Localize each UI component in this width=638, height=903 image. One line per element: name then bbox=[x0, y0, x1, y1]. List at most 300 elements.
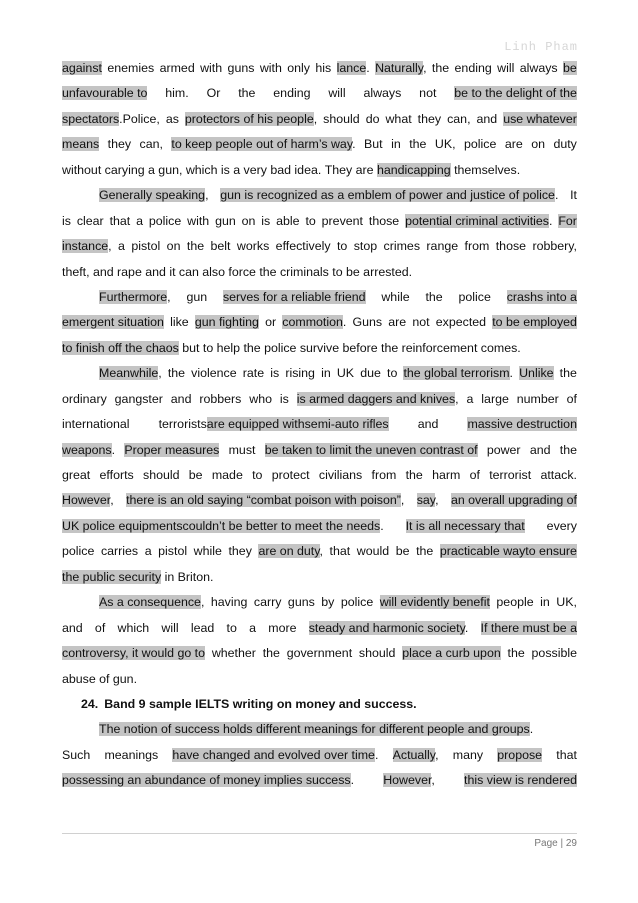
word-text: with bbox=[259, 61, 282, 75]
word-text: gun bbox=[186, 289, 208, 304]
word-text: are bbox=[504, 137, 523, 152]
word-text: is bbox=[270, 366, 280, 381]
word bbox=[189, 463, 203, 488]
punctuation: , bbox=[313, 111, 318, 126]
highlighted-phrase: be bbox=[563, 61, 577, 75]
word-text: number bbox=[516, 391, 559, 406]
heading-number: 24. bbox=[81, 696, 99, 711]
word bbox=[360, 361, 381, 386]
word-text: works bbox=[236, 239, 270, 254]
word bbox=[140, 132, 163, 157]
punctuation: . bbox=[350, 773, 355, 788]
word bbox=[220, 183, 558, 208]
word bbox=[62, 387, 107, 412]
word bbox=[124, 438, 219, 463]
word bbox=[403, 361, 513, 386]
word bbox=[377, 158, 451, 183]
word-text: the bbox=[559, 442, 577, 457]
word-text: survive bbox=[299, 340, 340, 355]
word-text: they bbox=[107, 137, 132, 152]
word bbox=[481, 616, 577, 641]
word bbox=[270, 361, 279, 386]
word bbox=[105, 158, 145, 183]
word-text: the bbox=[431, 61, 450, 75]
word bbox=[77, 209, 104, 234]
word bbox=[505, 132, 523, 157]
word-text: the bbox=[262, 646, 280, 661]
word-text: or bbox=[265, 315, 277, 330]
word-text: It bbox=[570, 188, 577, 203]
word bbox=[165, 81, 188, 106]
word-text: carying bbox=[104, 162, 145, 177]
word bbox=[287, 56, 310, 81]
word bbox=[354, 234, 377, 259]
highlighted-phrase: The notion of success holds different meanings for different people and groups bbox=[99, 722, 530, 737]
text-line bbox=[62, 412, 577, 437]
word bbox=[558, 209, 577, 234]
word-text: is bbox=[279, 391, 289, 406]
highlighted-phrase: massive destruction bbox=[467, 417, 577, 432]
word bbox=[492, 310, 577, 335]
word bbox=[131, 234, 160, 259]
highlighted-phrase: Furthermore bbox=[99, 289, 168, 304]
word-text: of bbox=[99, 671, 110, 686]
word-text: it bbox=[169, 264, 176, 279]
word-text: meanings bbox=[104, 747, 159, 762]
text-line bbox=[62, 463, 577, 488]
word bbox=[432, 56, 449, 81]
word-text: police bbox=[340, 595, 374, 610]
word-text: him. bbox=[165, 86, 189, 101]
highlighted-phrase: have changed and evolved over time bbox=[172, 747, 375, 762]
word-text: reinforcement bbox=[401, 340, 478, 355]
word bbox=[507, 285, 577, 310]
word-text: robbers bbox=[199, 391, 242, 406]
section-heading bbox=[62, 692, 577, 717]
word bbox=[477, 107, 498, 132]
word bbox=[385, 107, 411, 132]
word-text: of bbox=[94, 620, 106, 635]
word bbox=[62, 209, 71, 234]
word bbox=[567, 387, 577, 412]
word bbox=[393, 743, 439, 768]
word bbox=[417, 488, 439, 513]
text-line bbox=[62, 56, 577, 81]
highlighted-phrase: propose bbox=[497, 747, 543, 762]
text-line bbox=[62, 667, 577, 692]
punctuation: , bbox=[205, 188, 209, 203]
word bbox=[487, 438, 521, 463]
word bbox=[159, 412, 389, 437]
highlighted-phrase: couldn’t be better to meet the needs bbox=[182, 518, 381, 533]
word-text: the bbox=[259, 264, 277, 279]
word bbox=[118, 616, 150, 641]
word bbox=[270, 158, 291, 183]
word bbox=[169, 260, 175, 285]
word bbox=[530, 438, 551, 463]
word-text: UK, bbox=[434, 137, 456, 152]
word-text: international bbox=[62, 417, 130, 432]
word-text: of bbox=[566, 391, 577, 406]
highlighted-phrase: gun is recognized as a emblem of power and justice of police bbox=[220, 188, 555, 203]
word bbox=[440, 539, 577, 564]
punctuation: . bbox=[352, 137, 356, 152]
word-text: made bbox=[211, 468, 243, 482]
word bbox=[503, 107, 577, 132]
word bbox=[337, 361, 354, 386]
punctuation: . bbox=[509, 366, 513, 381]
word-text: protect bbox=[271, 468, 310, 482]
word-text: criminals bbox=[279, 264, 329, 279]
word bbox=[252, 463, 262, 488]
word-text: having bbox=[210, 595, 248, 610]
highlighted-phrase: Actually bbox=[392, 747, 436, 762]
word bbox=[227, 616, 237, 641]
word bbox=[337, 56, 370, 81]
word-text: by bbox=[321, 595, 335, 610]
word bbox=[282, 310, 346, 335]
word bbox=[237, 234, 269, 259]
word bbox=[160, 56, 195, 81]
word bbox=[322, 209, 363, 234]
word-text: rate bbox=[242, 366, 265, 381]
highlighted-phrase: emergent situation bbox=[62, 315, 164, 330]
word bbox=[496, 590, 533, 615]
highlighted-phrase: crashs into a bbox=[506, 289, 577, 304]
word bbox=[467, 387, 474, 412]
word bbox=[170, 310, 189, 335]
word-text: guns bbox=[227, 61, 255, 75]
text-line bbox=[62, 590, 577, 615]
word bbox=[258, 539, 323, 564]
word bbox=[228, 260, 256, 285]
highlighted-phrase: However bbox=[383, 773, 432, 788]
word bbox=[62, 336, 179, 361]
word bbox=[110, 209, 131, 234]
word bbox=[143, 463, 180, 488]
author-watermark: Linh Pham bbox=[504, 40, 578, 54]
word bbox=[319, 463, 362, 488]
word-text: a bbox=[118, 239, 125, 254]
word-text: which bbox=[117, 620, 150, 635]
word-text: will bbox=[328, 86, 346, 101]
word-text: in bbox=[321, 366, 331, 381]
word-text: that bbox=[556, 747, 577, 762]
word bbox=[187, 209, 209, 234]
word-text: the bbox=[559, 366, 577, 381]
word-text: be bbox=[395, 544, 410, 559]
word-text: what bbox=[385, 111, 412, 126]
highlighted-phrase: Generally speaking bbox=[99, 188, 206, 203]
punctuation: , bbox=[431, 773, 435, 788]
word bbox=[309, 616, 469, 641]
text-line bbox=[62, 285, 577, 310]
word bbox=[179, 260, 199, 285]
word bbox=[517, 387, 559, 412]
word-text: Guns bbox=[352, 315, 383, 330]
word bbox=[200, 56, 222, 81]
word-text: a bbox=[466, 391, 474, 406]
word-text: police bbox=[463, 137, 497, 152]
word-text: to bbox=[252, 468, 263, 482]
word-text: always bbox=[519, 61, 558, 75]
word bbox=[325, 158, 353, 183]
word-text: will bbox=[497, 61, 515, 75]
word-text: while bbox=[381, 289, 410, 304]
word-text: and bbox=[529, 442, 551, 457]
word bbox=[455, 56, 492, 81]
word-text: the bbox=[381, 340, 399, 355]
word bbox=[508, 641, 525, 666]
text-line bbox=[62, 387, 577, 412]
word bbox=[101, 539, 138, 564]
highlighted-phrase: handicapping bbox=[376, 162, 451, 177]
word-text: a bbox=[233, 162, 241, 177]
highlighted-phrase: be to the delight of the bbox=[454, 86, 577, 101]
word bbox=[62, 514, 384, 539]
word-text: while bbox=[193, 544, 222, 559]
word bbox=[172, 743, 378, 768]
word bbox=[560, 438, 577, 463]
word bbox=[62, 412, 130, 437]
word-text: before bbox=[342, 340, 378, 355]
word-text: carries bbox=[100, 544, 139, 559]
word bbox=[556, 590, 577, 615]
word-text: and bbox=[145, 264, 166, 279]
punctuation: . bbox=[464, 620, 469, 635]
word-text: can, bbox=[139, 137, 163, 152]
word bbox=[288, 590, 315, 615]
word-text: due bbox=[360, 366, 381, 381]
word bbox=[532, 641, 577, 666]
word-text: police bbox=[458, 289, 491, 304]
word bbox=[99, 183, 209, 208]
highlighted-phrase: It is all necessary that bbox=[405, 518, 525, 533]
word-text: a bbox=[148, 162, 155, 177]
word bbox=[364, 132, 383, 157]
word bbox=[300, 336, 339, 361]
word-text: civilians bbox=[318, 468, 363, 482]
word-text: is bbox=[62, 213, 71, 228]
text-line bbox=[62, 234, 577, 259]
word bbox=[171, 387, 192, 412]
word bbox=[243, 361, 264, 386]
word bbox=[540, 463, 577, 488]
word-text: They bbox=[324, 162, 353, 177]
word bbox=[481, 387, 509, 412]
highlighted-phrase: is armed daggers and knives bbox=[296, 391, 456, 406]
word-text: harm bbox=[432, 468, 461, 482]
word bbox=[280, 387, 289, 412]
word-text: rising bbox=[285, 366, 315, 381]
word bbox=[249, 387, 272, 412]
word bbox=[409, 132, 426, 157]
word bbox=[435, 132, 456, 157]
punctuation: . bbox=[529, 722, 534, 737]
word bbox=[99, 361, 162, 386]
highlighted-phrase: there is an old saying “combat poison with poison” bbox=[126, 493, 401, 508]
punctuation: . bbox=[342, 315, 347, 330]
highlighted-phrase: controversy, it would go to bbox=[62, 646, 206, 661]
word-text: attack. bbox=[540, 468, 577, 482]
highlighted-phrase: Naturally bbox=[375, 61, 424, 75]
word bbox=[465, 234, 490, 259]
word-text: prevent bbox=[321, 213, 363, 228]
word bbox=[297, 387, 459, 412]
word bbox=[99, 717, 533, 742]
word bbox=[93, 260, 114, 285]
word bbox=[233, 158, 240, 183]
word bbox=[182, 336, 199, 361]
highlighted-phrase: to be employed bbox=[492, 315, 577, 330]
word bbox=[330, 539, 351, 564]
word bbox=[357, 539, 389, 564]
word bbox=[254, 590, 282, 615]
highlighted-phrase: protectors of his people bbox=[184, 111, 314, 126]
word-text: clear bbox=[76, 213, 104, 228]
word bbox=[285, 361, 315, 386]
punctuation: , bbox=[435, 747, 439, 762]
word-text: without bbox=[62, 162, 102, 177]
word-text: should bbox=[323, 111, 360, 126]
word-text: force bbox=[228, 264, 256, 279]
word bbox=[332, 260, 342, 285]
word bbox=[287, 641, 352, 666]
word-text: ending bbox=[273, 86, 311, 101]
word bbox=[321, 361, 331, 386]
word-text: the bbox=[243, 340, 261, 355]
word bbox=[99, 667, 109, 692]
word-text: more bbox=[268, 620, 297, 635]
word bbox=[186, 285, 207, 310]
word bbox=[388, 310, 406, 335]
punctuation: . bbox=[366, 61, 370, 75]
word bbox=[158, 158, 182, 183]
word-text: but bbox=[182, 340, 200, 355]
word bbox=[186, 158, 218, 183]
word bbox=[62, 158, 101, 183]
word bbox=[406, 463, 423, 488]
word bbox=[342, 336, 377, 361]
highlighted-phrase: say bbox=[416, 493, 436, 508]
word-text: duty bbox=[553, 137, 577, 152]
word bbox=[363, 260, 412, 285]
text-line bbox=[62, 361, 577, 386]
word-text: the bbox=[186, 239, 205, 254]
word bbox=[149, 209, 181, 234]
word-text: help bbox=[216, 340, 241, 355]
highlighted-phrase: are on duty bbox=[258, 544, 320, 559]
word-text: from bbox=[371, 468, 397, 482]
highlighted-phrase: place a curb upon bbox=[402, 646, 501, 661]
word bbox=[195, 310, 259, 335]
word bbox=[496, 234, 526, 259]
word bbox=[62, 132, 99, 157]
word-text: terrorists bbox=[158, 417, 207, 432]
highlighted-phrase: the public security bbox=[62, 569, 162, 584]
word bbox=[62, 463, 90, 488]
word bbox=[158, 539, 187, 564]
page-footer bbox=[62, 833, 577, 849]
word bbox=[453, 743, 483, 768]
word bbox=[363, 81, 401, 106]
punctuation: , bbox=[200, 595, 205, 610]
word-text: to bbox=[202, 340, 214, 355]
word-text: can bbox=[178, 264, 199, 279]
word-text: guns bbox=[287, 595, 315, 610]
word-text: Or bbox=[206, 86, 221, 101]
word bbox=[451, 488, 577, 513]
highlighted-phrase: commotion bbox=[282, 315, 343, 330]
word-text: like bbox=[170, 315, 189, 330]
word bbox=[391, 132, 401, 157]
word-text: effectively bbox=[275, 239, 331, 254]
word-text: Such bbox=[62, 747, 91, 762]
punctuation: , bbox=[400, 493, 405, 508]
word bbox=[454, 158, 520, 183]
word-text: stop bbox=[353, 239, 378, 254]
word-text: able bbox=[276, 213, 300, 228]
word-text: and bbox=[417, 417, 439, 432]
punctuation: , bbox=[319, 544, 323, 559]
word-text: a bbox=[144, 544, 152, 559]
highlighted-phrase: lance bbox=[336, 61, 367, 75]
word bbox=[229, 438, 256, 463]
word-text: great bbox=[62, 468, 91, 482]
word-text: police bbox=[148, 213, 182, 228]
word-text: can, bbox=[447, 111, 471, 126]
highlighted-phrase: As a consequence bbox=[99, 595, 201, 610]
word-text: are bbox=[388, 315, 407, 330]
word bbox=[416, 539, 433, 564]
word bbox=[346, 260, 360, 285]
word bbox=[228, 56, 255, 81]
word bbox=[280, 260, 329, 285]
word bbox=[447, 107, 470, 132]
word bbox=[436, 310, 486, 335]
highlighted-phrase: Unlike bbox=[519, 366, 554, 381]
page-number: Page | 29 bbox=[534, 838, 577, 849]
text-line bbox=[62, 768, 577, 793]
word-text: should bbox=[358, 646, 396, 661]
word-text: would bbox=[356, 544, 390, 559]
word bbox=[260, 56, 282, 81]
word-text: are bbox=[355, 162, 374, 177]
word bbox=[560, 361, 577, 386]
word bbox=[168, 361, 185, 386]
word bbox=[263, 641, 280, 666]
word bbox=[104, 692, 416, 717]
word-text: should bbox=[143, 468, 180, 482]
word-text: they bbox=[228, 544, 252, 559]
punctuation: . bbox=[549, 213, 553, 228]
word bbox=[532, 234, 577, 259]
word-text: rape bbox=[117, 264, 142, 279]
word-text: ending bbox=[454, 61, 492, 75]
highlighted-phrase: For bbox=[558, 213, 577, 228]
word bbox=[171, 132, 355, 157]
word bbox=[272, 463, 310, 488]
word-text: who bbox=[249, 391, 272, 406]
highlighted-phrase: gun fighting bbox=[194, 315, 259, 330]
punctuation: , bbox=[108, 239, 112, 254]
word-text: gun, bbox=[158, 162, 183, 177]
word-text: power bbox=[486, 442, 521, 457]
word bbox=[136, 209, 143, 234]
word bbox=[328, 81, 345, 106]
word bbox=[187, 234, 204, 259]
text-line bbox=[62, 81, 577, 106]
